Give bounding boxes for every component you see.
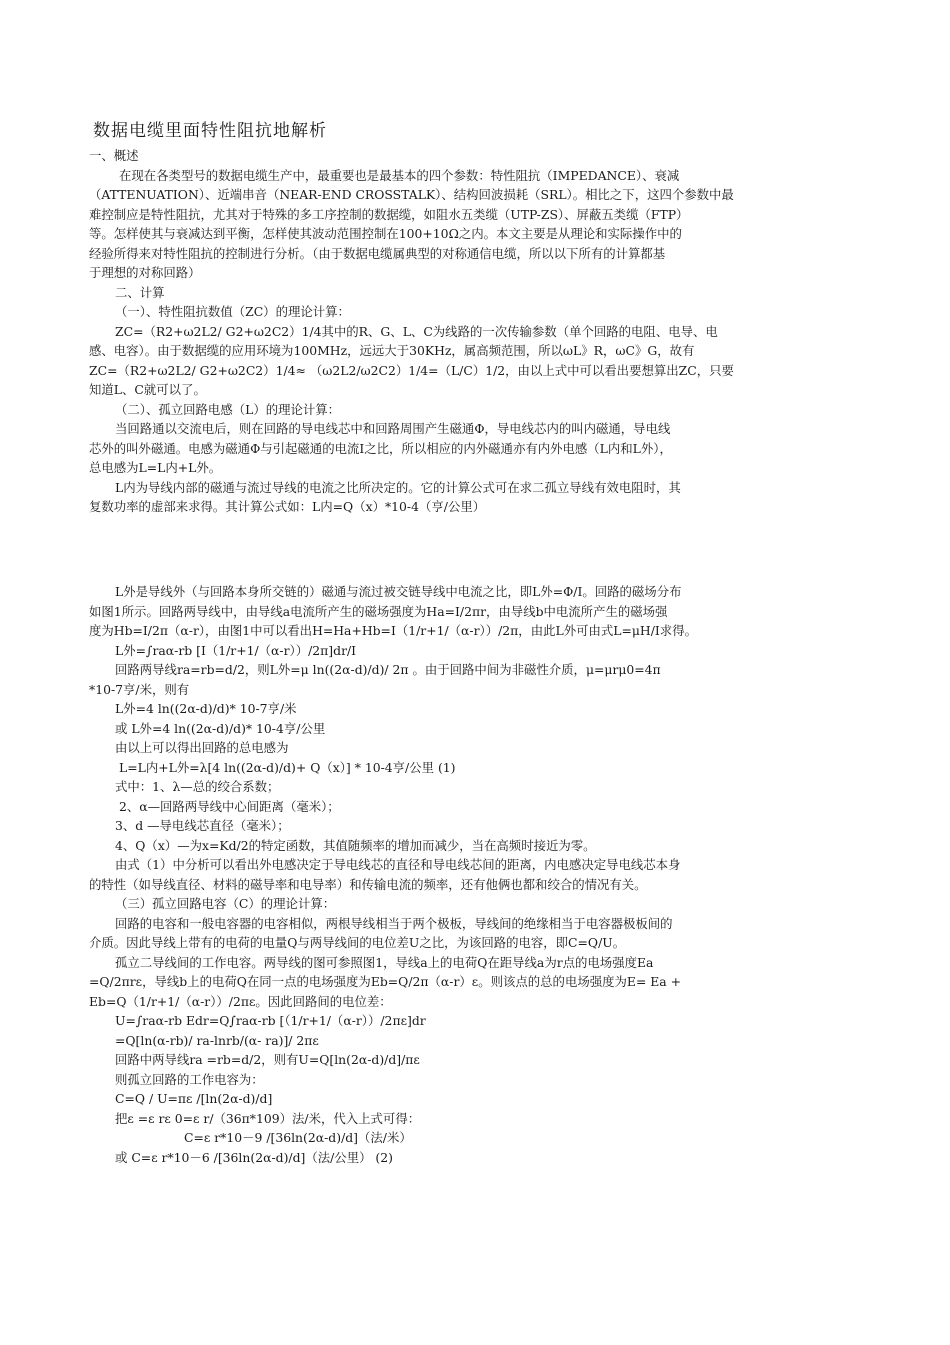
text-line: 二、计算 — [115, 284, 165, 300]
text-line: 由式（1）中分析可以看出外电感决定于导电线芯的直径和导电线芯间的距离，内电感决定导电线芯本身 — [115, 857, 681, 872]
text-line: （二）、孤立回路电感（L）的理论计算： — [115, 401, 341, 417]
text-line: 把ε =ε rε 0=ε r/（36π*109）法/米，代入上式可得： — [115, 1110, 421, 1126]
text-line: 或 C=ε r*10－6 /[36ln(2α-d)/d]（法/公里） (2) — [115, 1149, 393, 1165]
text-line: 或 L外=4 ln((2α-d)/d)* 10-4亨/公里 — [115, 720, 326, 736]
text-line: L外=4 ln((2α-d)/d)* 10-7亨/米 — [115, 701, 297, 716]
text-line: =Q/2πrε，导线b上的电荷Q在同一点的电场强度为Eb=Q/2π（α-r）ε。则该点的总的电场强度为E= Ea + — [89, 974, 682, 989]
text-line: 一、概述 — [89, 148, 139, 163]
text-line: 孤立二导线间的工作电容。两导线的图可参照图1，导线a上的电荷Q在距导线a为r点的电场强度Ea — [115, 954, 654, 970]
document-title: 数据电缆里面特性阻抗地解析 — [93, 121, 327, 141]
text-line: 2、α—回路两导线中心间距离（毫米）； — [119, 798, 340, 814]
text-line: C=ε r*10－9 /[36ln(2α-d)/d]（法/米） — [184, 1130, 412, 1145]
text-line: 4、Q（x）—为x=Kd/2的特定函数，其值随频率的增加而减少，当在高频时接近为零。 — [115, 837, 596, 853]
text-line: 度为Hb=I/2π（α-r），由图1中可以看出H=Ha+Hb=I（1/r+1/（α-r））/2π，由此L外可由式L=μH/I求得。 — [89, 623, 697, 638]
text-line: 介质。因此导线上带有的电荷的电量Q与两导线间的电位差U之比，为该回路的电容，即C=Q/U。 — [89, 935, 626, 950]
text-line: （ATTENUATION）、近端串音（NEAR-END CROSSTALK）、结构回波损耗（SRL）。相比之下，这四个参数中最 — [89, 187, 734, 202]
text-line: 回路中两导线ra =rb=d/2，则有U=Q[ln(2α-d)/d]/πε — [115, 1052, 420, 1067]
text-line: 难控制应是特性阻抗，尤其对于特殊的多工序控制的数据缆，如阻水五类缆（UTP-ZS）、屏蔽五类缆（FTP） — [89, 206, 689, 222]
text-line: L外是导线外（与回路本身所交链的）磁通与流过被交链导线中电流之比，即L外=Φ/I。回路的磁场分布 — [115, 584, 682, 599]
text-line: L外=∫raα-rb [I（1/r+1/（α-r））/2π]dr/I — [115, 642, 357, 658]
text-line: U=∫raα-rb Edr=Q∫raα-rb [（1/r+1/（α-r））/2πε]dr — [115, 1013, 426, 1028]
text-line: 由以上可以得出回路的总电感为 — [115, 740, 289, 755]
text-line: ZC=（R2+ω2L2/ G2+ω2C2）1/4≈ （ω2L2/ω2C2）1/4=（L/C）1/2，由以上式中可以看出要想算出ZC，只要 — [89, 362, 734, 378]
text-line: 总电感为L=L内+L外。 — [89, 460, 222, 475]
text-line: （三）孤立回路电容（C）的理论计算： — [115, 896, 336, 911]
text-line: C=Q / U=πε /[ln(2α-d)/d] — [115, 1091, 273, 1106]
text-line: ZC=（R2+ω2L2/ G2+ω2C2）1/4其中的R、G、L、C为线路的一次传输参数（单个回路的电阻、电导、电 — [115, 323, 718, 339]
text-line: 回路的电容和一般电容器的电容相似，两根导线相当于两个极板，导线间的绝缘相当于电容器极板间的 — [115, 915, 673, 931]
text-line: 复数功率的虚部来求得。其计算公式如：L内=Q（x）*10-4（亨/公里） — [89, 499, 486, 514]
text-line: =Q[ln(α-rb)/ ra-lnrb/(α- ra)]/ 2πε — [115, 1032, 319, 1048]
text-line: *10-7亨/米，则有 — [89, 681, 190, 697]
text-line: 回路两导线ra=rb=d/2，则L外=μ ln((2α-d)/d)/ 2π 。由于回路中间为非磁性介质，μ=μrμ0=4π — [115, 662, 661, 677]
text-line: 则孤立回路的工作电容为： — [115, 1071, 264, 1087]
text-line: L=L内+L外=λ[4 ln((2α-d)/d)+ Q（x）] * 10-4亨/公里 (1) — [119, 759, 456, 775]
text-line: 式中：1、λ—总的绞合系数； — [115, 779, 280, 794]
text-line: 知道L、C就可以了。 — [89, 382, 206, 397]
text-line: 3、d —导电线芯直径（毫米）； — [115, 818, 290, 833]
text-line: 芯外的叫外磁通。电感为磁通Φ与引起磁通的电流I之比，所以相应的内外磁通亦有内外电感（L内和L外）， — [89, 440, 672, 456]
text-line: 经验所得来对特性阻抗的控制进行分析。（由于数据电缆属典型的对称通信电缆，所以以下所有的计算都基 — [89, 245, 666, 261]
text-line: 的特性（如导线直径、材料的磁导率和电导率）和传输电流的频率，还有他俩也都和绞合的情况有关。 — [89, 876, 647, 892]
text-line: 等。怎样使其与衰减达到平衡，怎样使其波动范围控制在100+10Ω之内。本文主要是从理论和实际操作中的 — [89, 226, 682, 241]
text-line: Eb=Q（1/r+1/（α-r））/2πε。因此回路间的电位差： — [89, 993, 392, 1009]
text-block-overview-inductance — [89, 146, 804, 517]
text-line: 如图1所示。回路两导线中，由导线a电流所产生的磁场强度为Ha=I/2πr，由导线b中电流所产生的磁场强 — [89, 603, 668, 619]
text-line: 当回路通以交流电后，则在回路的导电线芯中和回路周围产生磁通Φ，导电线芯内的叫内磁通，导电线 — [115, 421, 671, 436]
text-line: （一）、特性阻抗数值（ZC）的理论计算： — [115, 304, 350, 319]
text-line: 于理想的对称回路） — [89, 265, 201, 280]
text-block-inductance-capacitance — [89, 582, 804, 1167]
text-line: 在现在各类型号的数据电缆生产中，最重要也是最基本的四个参数：特性阻抗（IMPEDANCE）、衰减 — [119, 167, 680, 183]
text-line: 感、电容）。由于数据缆的应用环境为100MHz，远远大于30KHz，属高频范围，所以ωL》R，ωC》G，故有 — [89, 343, 695, 358]
text-line: L内为导线内部的磁通与流过导线的电流之比所决定的。它的计算公式可在求二孤立导线有效电阻时，其 — [115, 479, 681, 495]
